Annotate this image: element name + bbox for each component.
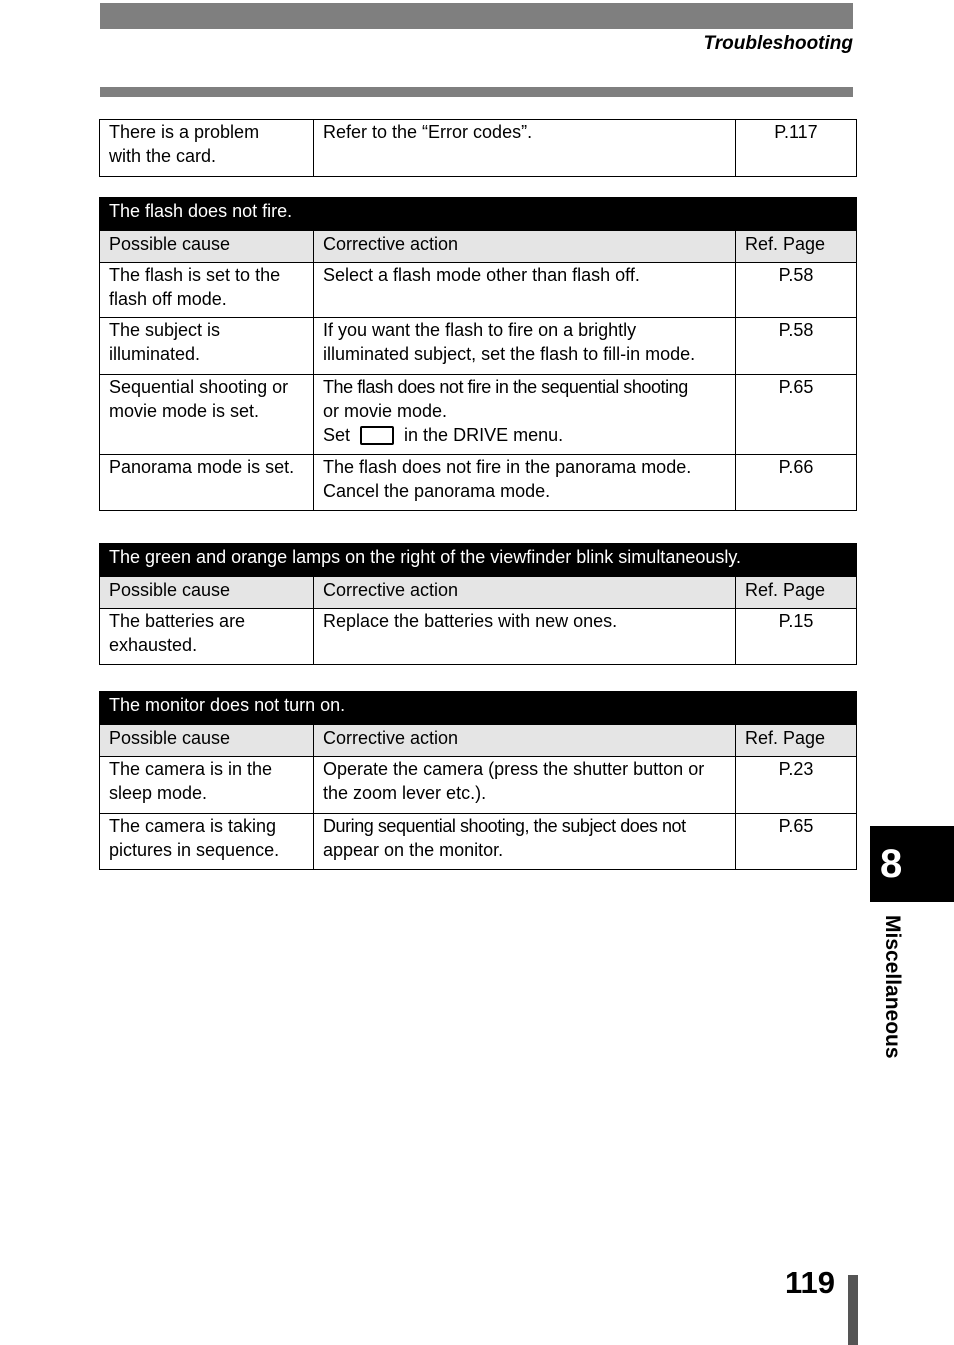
column-header-ref: Ref. Page — [736, 577, 857, 609]
cause-cell: The flash is set to the flash off mode. — [100, 263, 314, 318]
column-header-cause: Possible cause — [100, 725, 314, 757]
action-cell: Replace the batteries with new ones. — [314, 609, 736, 665]
action-cell: The flash does not fire in the panorama mode. Cancel the panorama mode. — [314, 455, 736, 511]
ref-page-cell: P.23 — [736, 757, 857, 814]
cause-cell: Sequential shooting or movie mode is set. — [100, 375, 314, 455]
table-title-row — [100, 198, 857, 231]
table-row — [100, 609, 857, 665]
lamps-table — [99, 543, 857, 665]
monitor-table — [99, 691, 857, 870]
action-cell: Select a flash mode other than flash off. — [314, 263, 736, 318]
page-number: 119 — [784, 1265, 835, 1300]
ref-page-cell: P.65 — [736, 375, 857, 455]
ref-page-cell: P.58 — [736, 263, 857, 318]
column-header-cause: Possible cause — [100, 577, 314, 609]
cause-cell: The camera is in the sleep mode. — [100, 757, 314, 814]
column-header-ref: Ref. Page — [736, 725, 857, 757]
table-row — [100, 263, 857, 318]
column-header-action: Corrective action — [314, 231, 736, 263]
cause-cell: The subject is illuminated. — [100, 318, 314, 375]
ref-page-cell: P.58 — [736, 318, 857, 375]
ref-page-cell: P.15 — [736, 609, 857, 665]
cause-cell: The camera is taking pictures in sequence. — [100, 814, 314, 870]
cause-cell: The batteries are exhausted. — [100, 609, 314, 665]
ref-page-cell: P.117 — [736, 120, 857, 177]
single-frame-shooting-icon — [360, 426, 394, 445]
table-header-row — [100, 231, 857, 263]
table-row — [100, 318, 857, 375]
card-problem-table — [99, 119, 857, 177]
column-header-ref: Ref. Page — [736, 231, 857, 263]
table-row — [100, 757, 857, 814]
table-row — [100, 455, 857, 511]
action-cell: If you want the flash to fire on a brightly illuminated subject, set the flash to fill-in mode. — [314, 318, 736, 375]
cause-cell: There is a problem with the card. — [100, 120, 314, 177]
page-number-bar — [848, 1275, 858, 1345]
action-cell: Operate the camera (press the shutter button or the zoom lever etc.). — [314, 757, 736, 814]
table-title: The flash does not fire. — [100, 198, 857, 231]
table-title-row — [100, 692, 857, 725]
action-cell: The flash does not fire in the sequential shooting or movie mode. Set in the DRIVE menu. — [314, 375, 736, 455]
chapter-label: Miscellaneous — [881, 915, 904, 1059]
chapter-number-tab: 8 — [870, 826, 954, 902]
table-header-row — [100, 725, 857, 757]
section-title: Troubleshooting — [703, 33, 853, 54]
table-title-row — [100, 544, 857, 577]
table-row — [100, 120, 857, 177]
action-cell: During sequential shooting, the subject does not appear on the monitor. — [314, 814, 736, 870]
header-bar — [100, 3, 853, 29]
ref-page-cell: P.66 — [736, 455, 857, 511]
table-title: The green and orange lamps on the right of the viewfinder blink simultaneously. — [100, 544, 857, 577]
table-row — [100, 375, 857, 455]
header-rule — [100, 87, 853, 97]
cause-cell: Panorama mode is set. — [100, 455, 314, 511]
column-header-cause: Possible cause — [100, 231, 314, 263]
column-header-action: Corrective action — [314, 577, 736, 609]
ref-page-cell: P.65 — [736, 814, 857, 870]
flash-table — [99, 197, 857, 511]
action-cell: Refer to the “Error codes”. — [314, 120, 736, 177]
table-title: The monitor does not turn on. — [100, 692, 857, 725]
table-row — [100, 814, 857, 870]
table-header-row — [100, 577, 857, 609]
column-header-action: Corrective action — [314, 725, 736, 757]
